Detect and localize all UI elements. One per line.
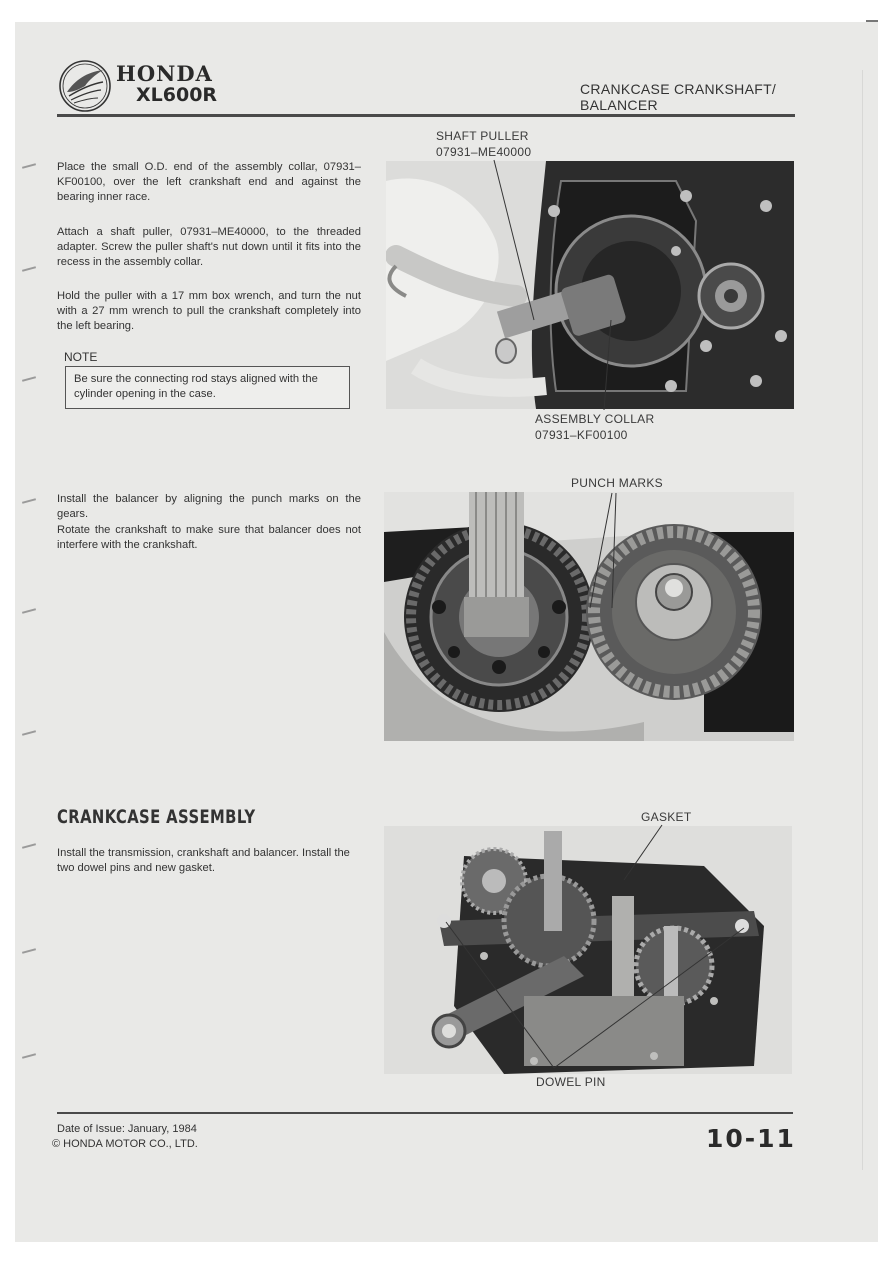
note-label: NOTE: [64, 350, 98, 364]
copyright: © HONDA MOTOR CO., LTD.: [52, 1138, 198, 1150]
step1-paragraph-2: Attach a shaft puller, 07931–ME40000, to the threaded adapter. Screw the puller shaft's nut down until it fits into the recess in the assembly collar.: [57, 226, 361, 268]
honda-wing-logo: [57, 58, 113, 119]
punch-marks-label: PUNCH MARKS: [571, 476, 663, 490]
note-text: Be sure the connecting rod stays aligned with the cylinder opening in the case.: [74, 373, 318, 400]
shaft-puller-label: SHAFT PULLER: [436, 129, 529, 143]
page-edge-line: [862, 70, 863, 1170]
brand-name: HONDA: [116, 61, 213, 86]
step2-paragraph-2: Rotate the crankshaft to make sure that balancer does not interfere with the crankshaft.: [57, 524, 361, 551]
photo1-leader-lines: [386, 140, 646, 420]
note-box: [65, 366, 350, 409]
gasket-label: GASKET: [641, 810, 692, 824]
assembly-collar-part-number: 07931–KF00100: [535, 428, 628, 442]
photo2-leader-lines: [580, 488, 640, 618]
assembly-paragraph: Install the transmission, crankshaft and balancer. Install the two dowel pins and new gasket.: [57, 847, 350, 874]
page-number: 10-11: [706, 1124, 796, 1153]
step1-paragraph-1: Place the small O.D. end of the assembly collar, 07931–KF00100, over the left crankshaft end and against the bearing inner race.: [57, 161, 361, 203]
header-rule: [57, 114, 795, 117]
step1-paragraph-3: Hold the puller with a 17 mm box wrench, and turn the nut with a 27 mm wrench to pull the crankshaft completely into the left bearing.: [57, 290, 361, 332]
footer-rule: [57, 1112, 793, 1114]
step2-paragraph-1: Install the balancer by aligning the punch marks on the gears.: [57, 493, 361, 520]
dowel-pin-label: DOWEL PIN: [536, 1075, 606, 1089]
section-title-line2: BALANCER: [580, 97, 658, 113]
shaft-puller-part-number: 07931–ME40000: [436, 145, 532, 159]
section-title-line1: CRANKCASE CRANKSHAFT/: [580, 81, 777, 97]
photo3-leader-lines: [384, 820, 792, 1080]
model-name: XL600R: [136, 84, 218, 106]
assembly-collar-label: ASSEMBLY COLLAR: [535, 412, 655, 426]
crankcase-assembly-heading: CRANKCASE ASSEMBLY: [57, 806, 256, 828]
corner-mark: [866, 20, 878, 22]
issue-date: Date of Issue: January, 1984: [57, 1123, 197, 1135]
